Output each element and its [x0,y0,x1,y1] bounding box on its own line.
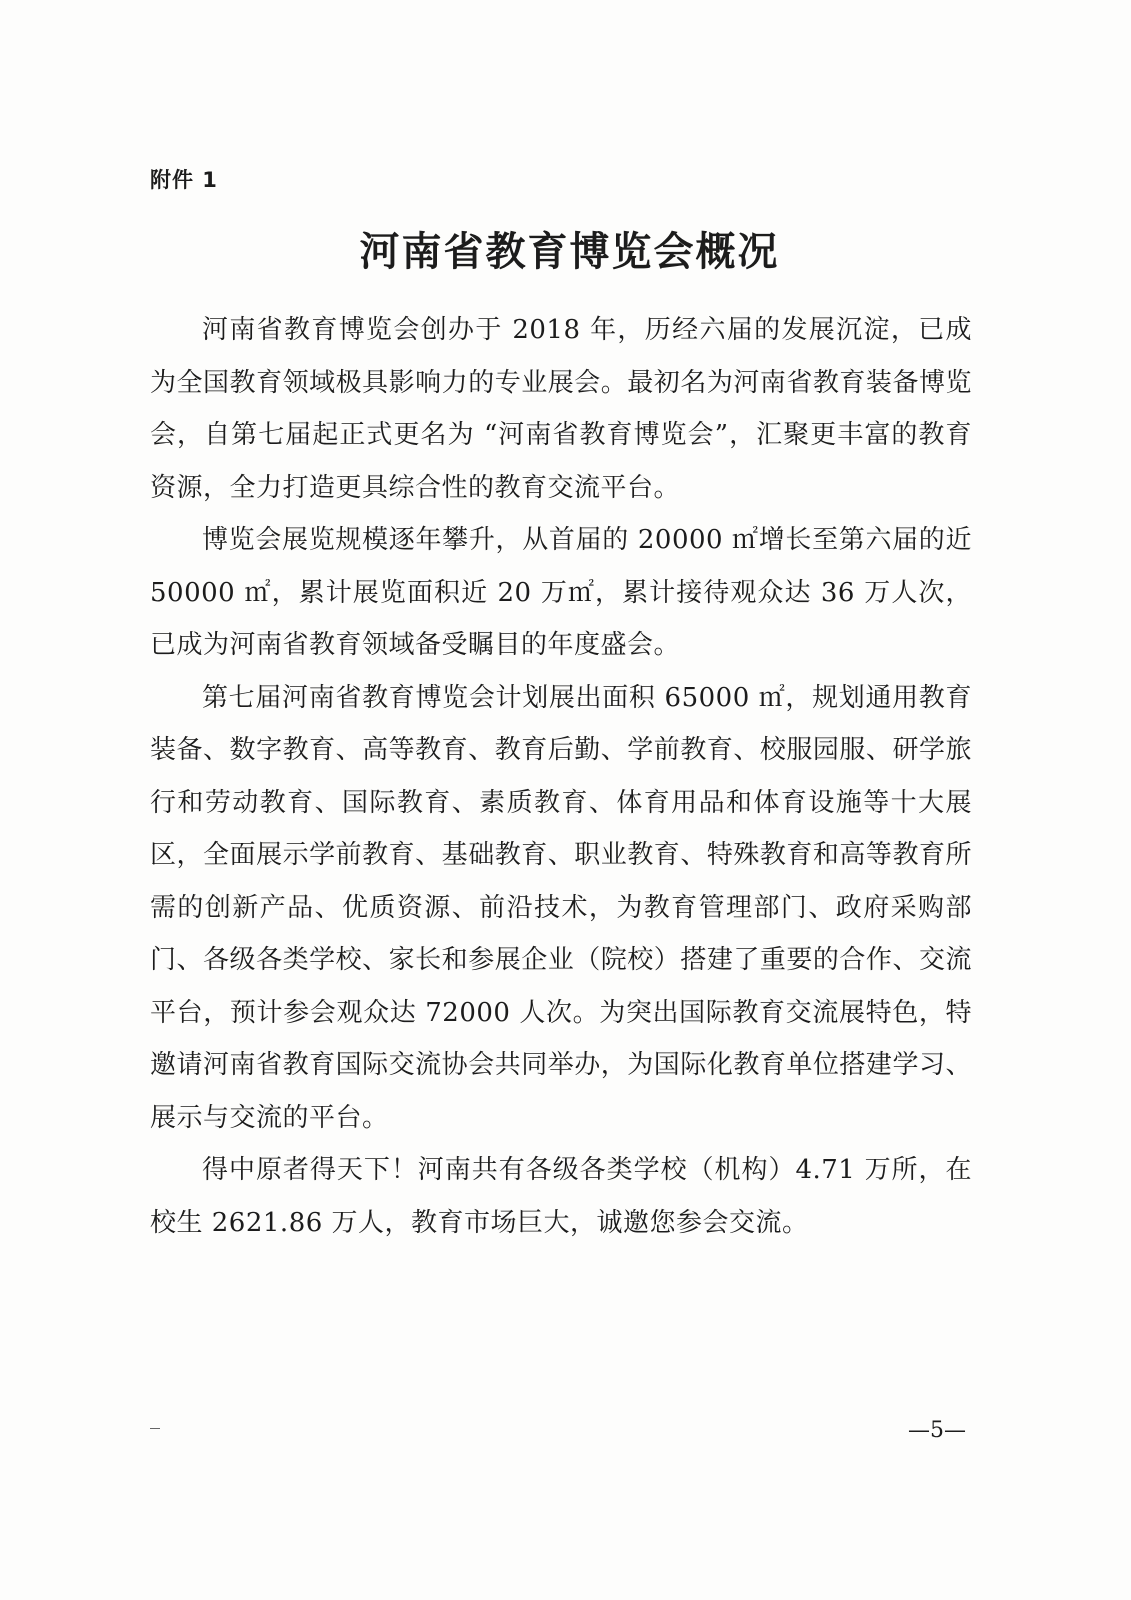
paragraph-seventh-expo: 第七届河南省教育博览会计划展出面积 65000 ㎡，规划通用教育装备、数字教育、高等教育、教育后勤、学前教育、校服园服、研学旅行和劳动教育、国际教育、素质教育、体育用品和体育设施等十大展区，全面展示学前教育、基础教育、职业教育、特殊教育和高等教育所需的创新产品、优质资源、前沿技术，为教育管理部门、政府采购部门、各级各类学校、家长和参展企业（院校）搭建了重要的合作、交流平台，预计参会观众达 72000 人次。为突出国际教育交流展特色，特邀请河南省教育国际交流协会共同举办，为国际化教育单位搭建学习、展示与交流的平台。 [150,682,972,1133]
document-body [150,304,972,1249]
paragraph-intro: 河南省教育博览会创办于 2018 年，历经六届的发展沉淀，已成为全国教育领域极具影响力的专业展会。最初名为河南省教育装备博览会，自第七届起正式更名为 “河南省教育博览会”，汇聚更丰富的教育资源，全力打造更具综合性的教育交流平台。 [150,315,972,503]
page-number: —5— [908,1418,966,1443]
document-title: 河南省教育博览会概况 [359,228,780,275]
paragraph-invitation: 得中原者得天下！河南共有各级各类学校（机构）4.71 万所，在校生 2621.86 万人，教育市场巨大，诚邀您参会交流。 [150,1155,972,1238]
attachment-label: 附件 1 [150,168,218,192]
footer-mark [150,1428,160,1429]
paragraph-scale: 博览会展览规模逐年攀升，从首届的 20000 ㎡增长至第六届的近 50000 ㎡，累计展览面积近 20 万㎡，累计接待观众达 36 万人次，已成为河南省教育领域备受瞩目的年度盛会。 [150,525,972,660]
